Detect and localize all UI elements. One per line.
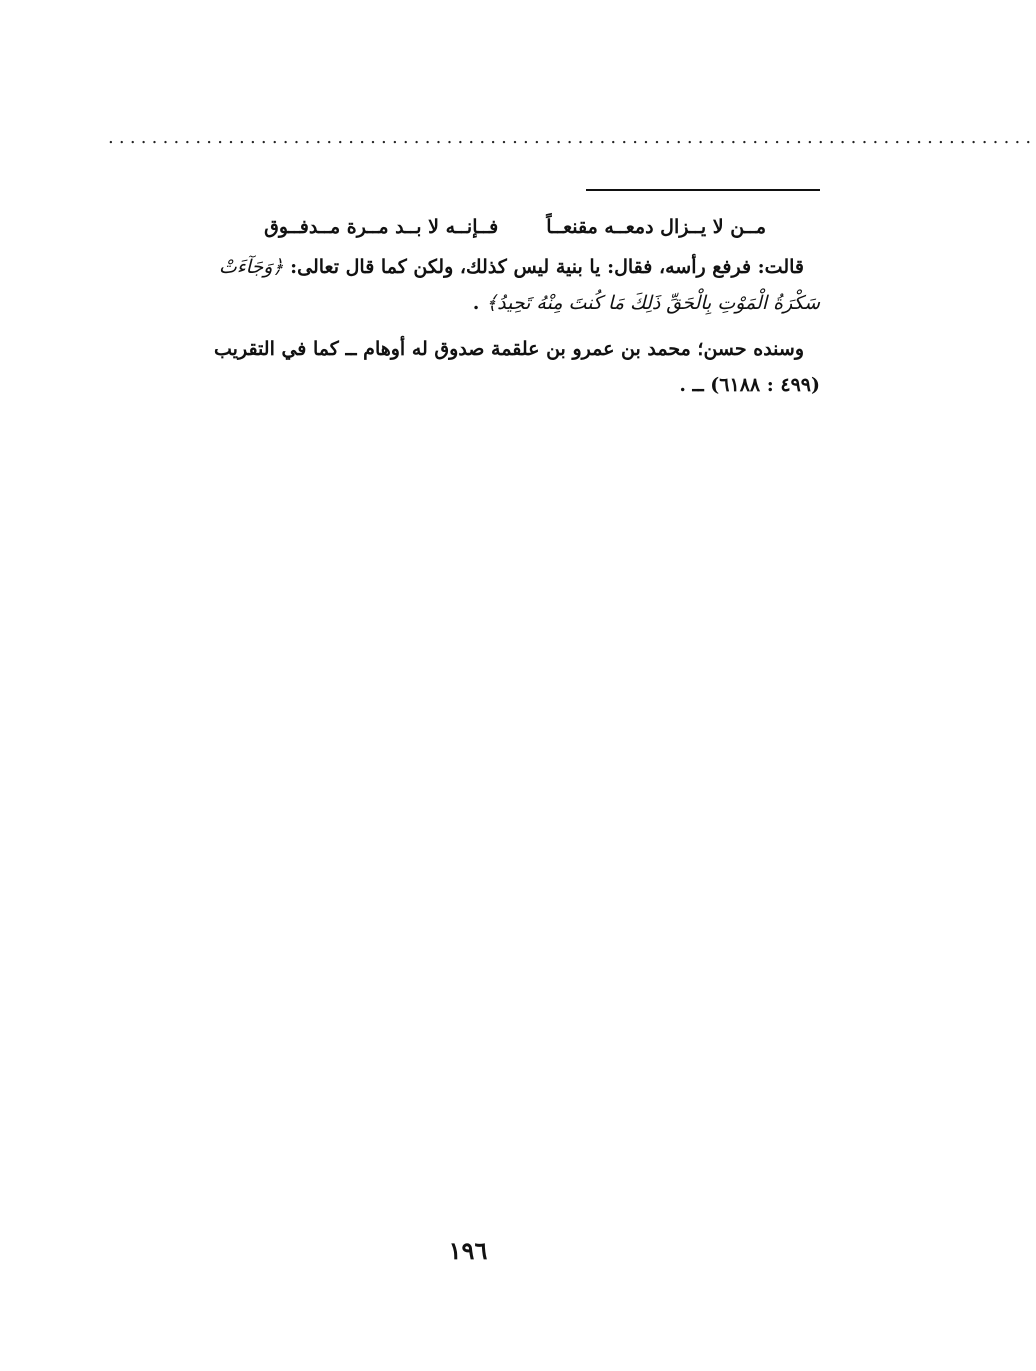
quran-quote-start: ﴿وَجَآءَتْ (218, 256, 284, 278)
paragraph-line (96, 248, 820, 284)
page-number: ١٩٦ (448, 1236, 488, 1265)
verse-first-hemistich: مــن لا يــزال دمعــه مقنعــاً (546, 216, 766, 238)
paragraph-line (96, 284, 820, 320)
narration-text: قالت: فرفع رأسه، فقال: يا بنية ليس كذلك، ولكن كما قال تعالى: (283, 256, 804, 278)
footnote-rule (586, 189, 820, 191)
paragraph-line: وسنده حسن؛ محمد بن عمرو بن علقمة صدوق له أوهام ــ كما في التقريب (214, 338, 804, 360)
sentence-end: . (472, 292, 486, 314)
paragraph-gap (96, 320, 820, 330)
dotted-separator: ..................................................................................... (108, 127, 1036, 148)
verse-second-hemistich: فــإنــه لا بــد مــرة مــدفــوق (264, 216, 499, 238)
quran-quote-end: سَكْرَةُ الْمَوْتِ بِالْحَقِّ ذَلِكَ مَا كُنتَ مِنْهُ تَحِيدُ﴾ (485, 292, 820, 314)
footnote-text (96, 208, 820, 402)
paragraph-line: (٤٩٩ : ٦١٨٨) ــ . (679, 374, 820, 396)
poetry-verse (96, 208, 820, 248)
